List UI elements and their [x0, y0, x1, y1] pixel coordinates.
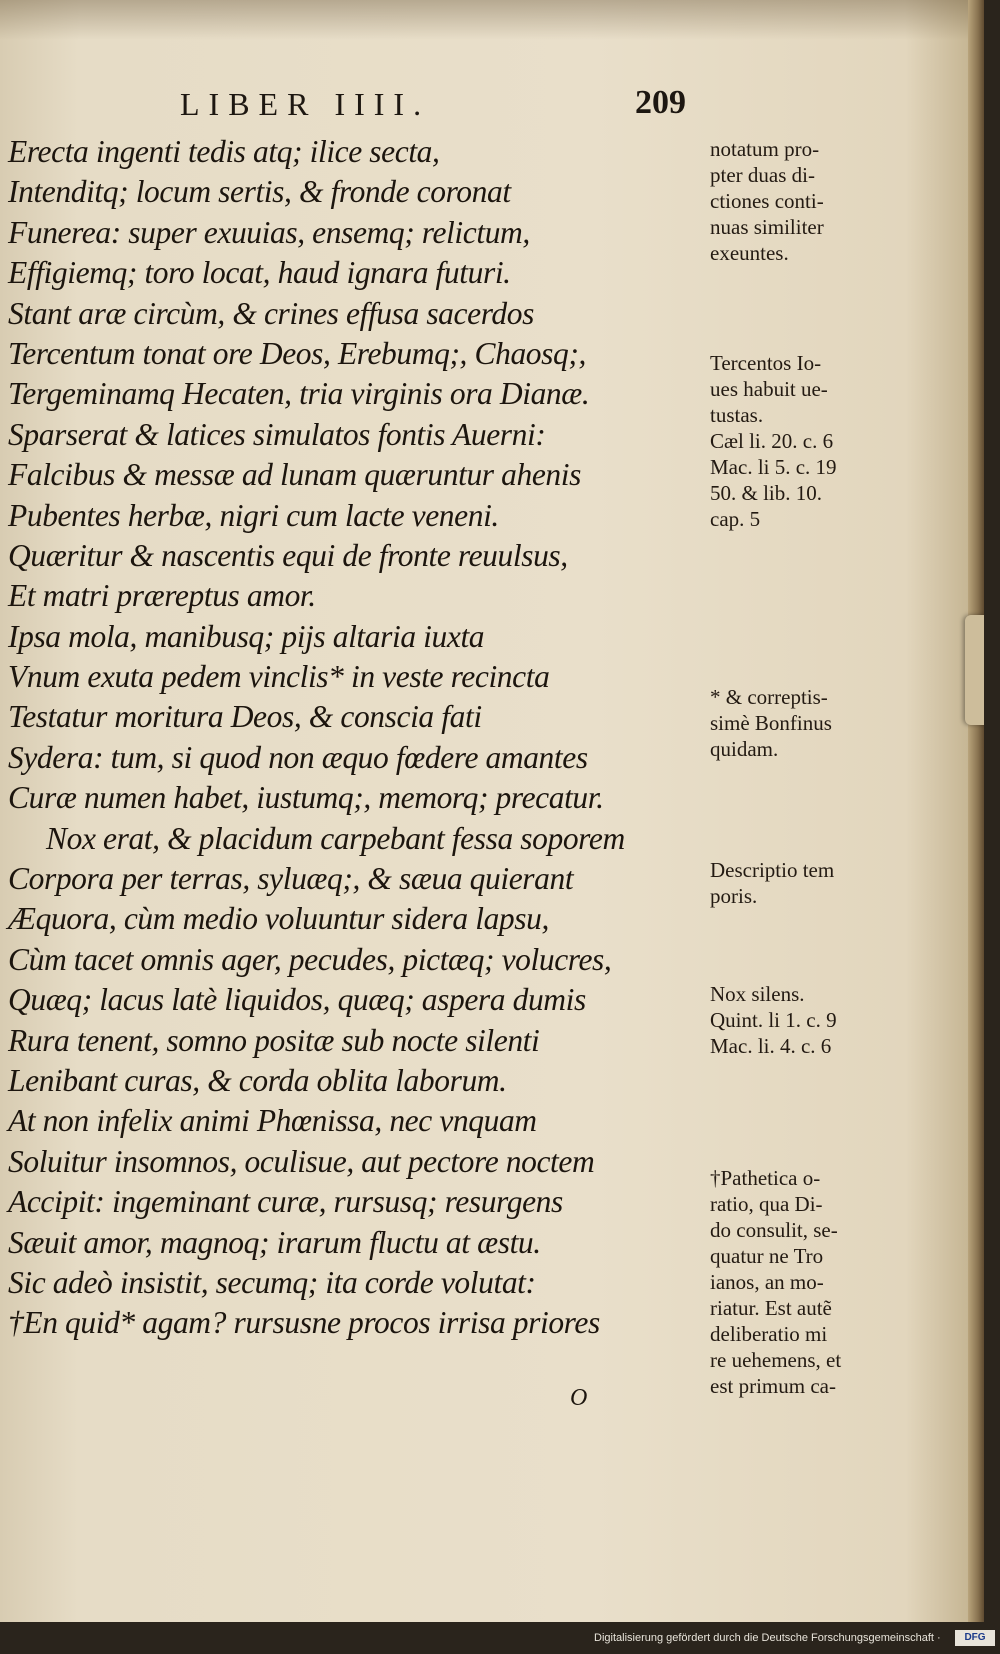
- note-line: poris.: [710, 884, 758, 908]
- note-line: est primum ca-: [710, 1374, 836, 1398]
- verse-line: Effigiemq; toro locat, haud ignara futuri.: [8, 255, 511, 291]
- verse-line: Et matri præreptus amor.: [8, 578, 316, 614]
- marginal-note: [710, 350, 890, 532]
- verse-line: Cùm tacet omnis ager, pecudes, pictæq; volucres,: [8, 941, 612, 977]
- verse-text-block: [8, 132, 708, 1344]
- verse-line: Æquora, cùm medio voluuntur sidera lapsu,: [8, 901, 549, 937]
- page-tab-clip: [965, 615, 984, 725]
- verse-line: Lenibant curas, & corda oblita laborum.: [8, 1062, 507, 1098]
- footer-credit: Digitalisierung gefördert durch die Deutsche Forschungsgemeinschaft ·: [594, 1632, 941, 1644]
- verse-line: Accipit: ingeminant curæ, rursusq; resurgens: [8, 1184, 563, 1220]
- note-line: Tercentos Io-: [710, 351, 822, 375]
- verse-line: Erecta ingenti tedis atq; ilice secta,: [8, 134, 440, 169]
- verse-line: Curæ numen habet, iustumq;, memorq; precatur.: [8, 780, 604, 816]
- running-head: LIBER IIII.: [180, 86, 431, 122]
- verse-line: Funerea: super exuuias, ensemq; relictum,: [8, 214, 530, 250]
- note-line: exeuntes.: [710, 241, 789, 265]
- note-line: * & correptis-: [710, 685, 828, 709]
- verse-line: Stant aræ circùm, & crines effusa sacerdos: [8, 295, 534, 331]
- note-line: ues habuit ue-: [710, 377, 828, 401]
- note-line: re uehemens, et: [710, 1348, 842, 1372]
- note-line: nuas similiter: [710, 215, 824, 239]
- verse-line: Intenditq; locum sertis, & fronde coronat: [8, 174, 511, 210]
- marginal-note: [710, 1165, 890, 1399]
- note-line: Nox silens.: [710, 982, 805, 1006]
- marginal-note: [710, 857, 890, 909]
- verse-line: Tercentum tonat ore Deos, Erebumq;, Chaosq;,: [8, 335, 586, 371]
- verse-line: Sparserat & latices simulatos fontis Auerni:: [8, 416, 546, 452]
- note-line: ianos, an mo-: [710, 1270, 824, 1294]
- note-line: notatum pro-: [710, 137, 820, 161]
- note-line: Mac. li 5. c. 19: [710, 455, 837, 479]
- note-line: quatur ne Tro: [710, 1244, 824, 1268]
- note-line: †Pathetica o-: [710, 1166, 821, 1190]
- verse-line: At non infelix animi Phœnissa, nec vnquam: [8, 1103, 537, 1139]
- verse-line: Quæritur & nascentis equi de fronte reuulsus,: [8, 537, 568, 573]
- verse-line: Soluitur insomnos, oculisue, aut pectore noctem: [8, 1143, 595, 1179]
- verse-line: Sic adeò insistit, secumq; ita corde volutat:: [8, 1264, 536, 1300]
- verse-line: Pubentes herbæ, nigri cum lacte veneni.: [8, 497, 499, 533]
- verse-line: Vnum exuta pedem vinclis* in veste recincta: [8, 659, 550, 695]
- note-line: Cæl li. 20. c. 6: [710, 429, 834, 453]
- note-line: do consulit, se-: [710, 1218, 838, 1242]
- note-line: riatur. Est autẽ: [710, 1296, 832, 1320]
- note-line: Mac. li. 4. c. 6: [710, 1034, 832, 1058]
- verse-line: Corpora per terras, syluæq;, & sæua quierant: [8, 861, 574, 897]
- marginal-note: [710, 136, 890, 266]
- verse-line: Quæq; lacus latè liquidos, quæq; aspera dumis: [8, 982, 586, 1018]
- verse-line: Sæuit amor, magnoq; irarum fluctu at æstu.: [8, 1224, 541, 1260]
- page-edge: [968, 0, 984, 1622]
- note-line: tustas.: [710, 403, 764, 427]
- note-line: Quint. li 1. c. 9: [710, 1008, 837, 1032]
- verse-line: Nox erat, & placidum carpebant fessa soporem: [46, 820, 625, 856]
- dfg-logo: DFG: [955, 1630, 995, 1646]
- catchword: O: [570, 1385, 588, 1411]
- note-line: Descriptio tem: [710, 858, 835, 882]
- verse-line: Ipsa mola, manibusq; pijs altaria iuxta: [8, 618, 485, 654]
- verse-line: Falcibus & messæ ad lunam quæruntur ahenis: [8, 457, 581, 493]
- verse-line: †En quid* agam? rursusne procos irrisa priores: [8, 1305, 600, 1341]
- note-line: pter duas di-: [710, 163, 815, 187]
- marginal-note: [710, 981, 890, 1059]
- note-line: cap. 5: [710, 507, 761, 531]
- page-header: [180, 86, 710, 126]
- verse-line: Testatur moritura Deos, & conscia fati: [8, 699, 482, 735]
- note-line: ctiones conti-: [710, 189, 824, 213]
- page-number: 209: [635, 84, 686, 121]
- note-line: quidam.: [710, 737, 779, 761]
- verse-line: Sydera: tum, si quod non æquo fœdere amantes: [8, 739, 588, 775]
- note-line: 50. & lib. 10.: [710, 481, 823, 505]
- note-line: ratio, qua Di-: [710, 1192, 823, 1216]
- verse-line: Tergeminamq Hecaten, tria virginis ora Dianæ.: [8, 376, 590, 412]
- verse-line: Rura tenent, somno positæ sub nocte silenti: [8, 1022, 540, 1058]
- note-line: simè Bonfinus: [710, 711, 832, 735]
- page-shadow: [0, 0, 984, 40]
- note-line: deliberatio mi: [710, 1322, 828, 1346]
- marginal-note: [710, 684, 890, 762]
